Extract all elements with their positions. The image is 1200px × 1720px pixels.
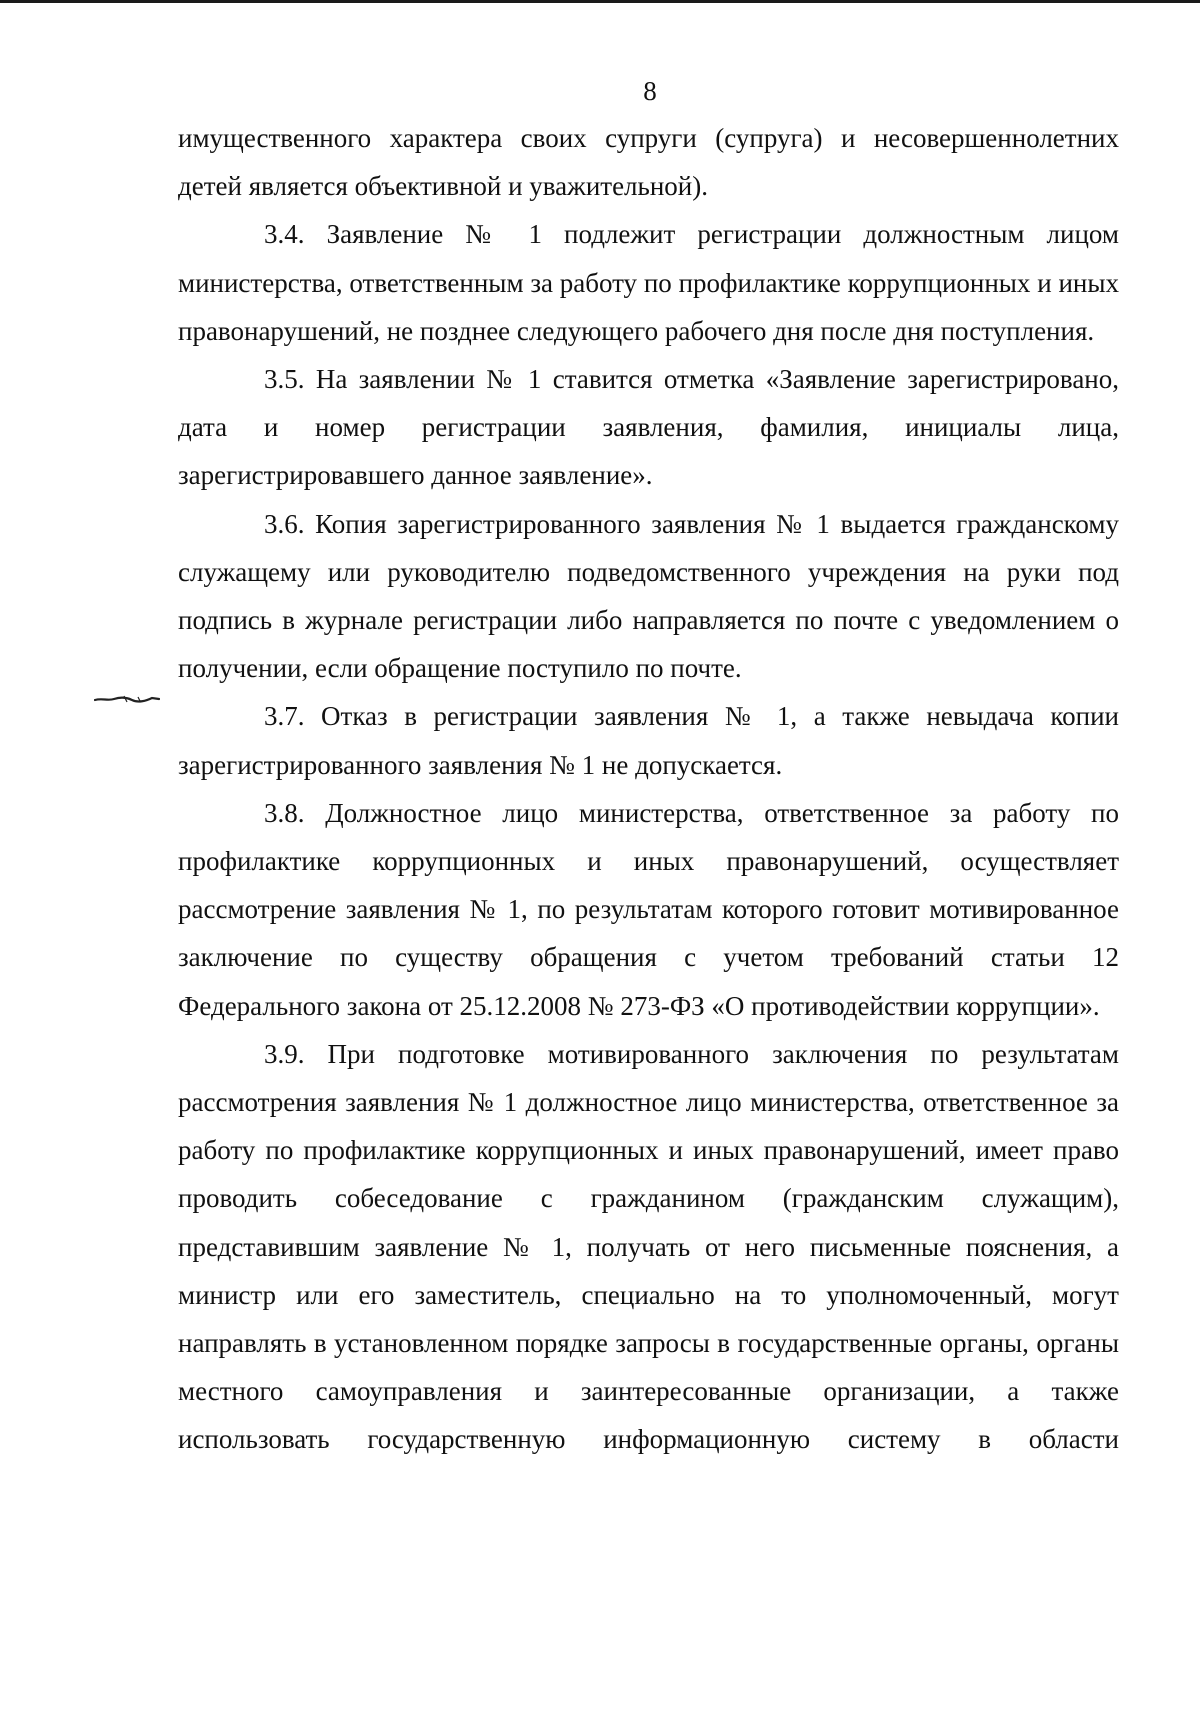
paragraph-3-4: 3.4. Заявление № 1 подлежит регистрации должностным лицом министерства, ответственным за работу по профилактике коррупционных и иных правонарушений, не позднее следующего рабочего дня после дня поступления. bbox=[178, 219, 1119, 346]
page-number: 8 bbox=[643, 76, 657, 106]
top-border-line bbox=[0, 0, 1200, 3]
margin-scribble-mark bbox=[94, 694, 160, 704]
paragraph-3-9: 3.9. При подготовке мотивированного заключения по результатам рассмотрения заявления № 1 должностное лицо министерства, ответственное за работу по профилактике коррупционных и иных правонарушений, имеет право проводить собеседование с гражданином (гражданским служащим), представившим заявление № 1, получать от него письменные пояснения, а министр или его заместитель, специально на то уполномоченный, могут направлять в установленном порядке запросы в государственные органы, органы местного самоуправления и заинтересованные организации, а также использовать государственную информационную систему в области bbox=[178, 1038, 1119, 1455]
paragraph-3-6: 3.6. Копия зарегистрированного заявления № 1 выдается гражданскому служащему или руководителю подведомственного учреждения на руки под подпись в журнале регистрации либо направляется по почте с уведомлением о получении, если обращение поступило по почте. bbox=[178, 508, 1119, 684]
paragraph-continuation: имущественного характера своих супруги (супруга) и несовершеннолетних детей является объективной и уважительной). bbox=[178, 123, 1119, 202]
paragraph-3-5: 3.5. На заявлении № 1 ставится отметка «Заявление зарегистрировано, дата и номер регистрации заявления, фамилия, инициалы лица, зарегистрировавшего данное заявление». bbox=[178, 364, 1119, 491]
paragraph-3-8: 3.8. Должностное лицо министерства, ответственное за работу по профилактике коррупционных и иных правонарушений, осуществляет рассмотрение заявления № 1, по результатам которого готовит мотивированное заключение по существу обращения с учетом требований статьи 12 Федерального закона от 25.12.2008 № 273-ФЗ «О противодействии коррупции». bbox=[178, 797, 1119, 1021]
paragraph-3-7: 3.7. Отказ в регистрации заявления № 1, а также невыдача копии зарегистрированного заявления № 1 не допускается. bbox=[178, 701, 1119, 780]
document-body bbox=[178, 114, 1119, 1464]
